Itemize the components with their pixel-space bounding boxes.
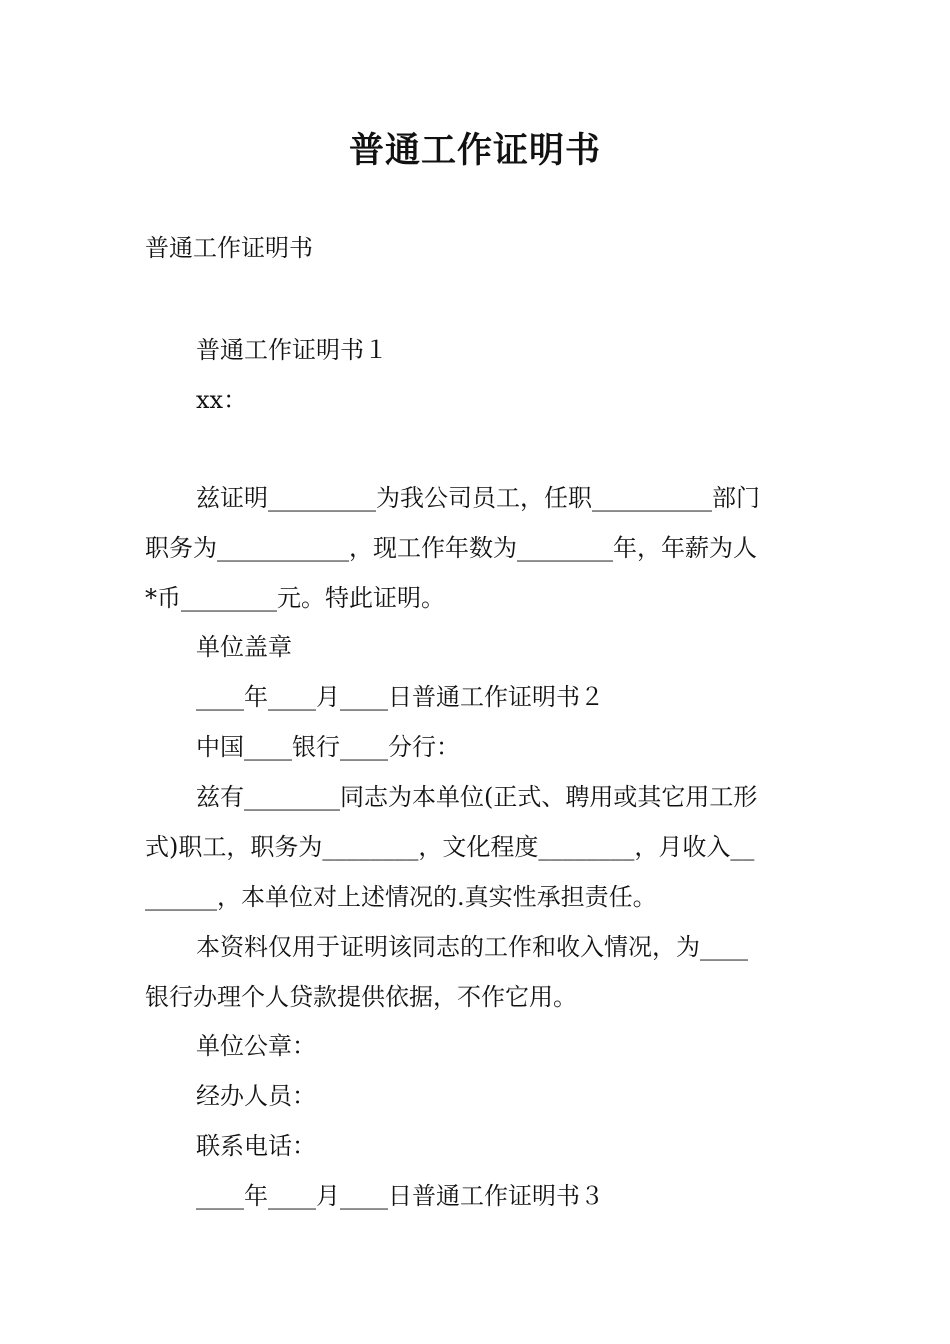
paragraph-line: 银行办理个人贷款提供依据，不作它用。 <box>145 983 577 1011</box>
paragraph-line: 本资料仅用于证明该同志的工作和收入情况，为____ <box>196 933 748 961</box>
official-seal-label: 单位公章： <box>196 1032 316 1060</box>
date-line: ____年____月____日普通工作证明书３ <box>196 1182 604 1210</box>
handler-label: 经办人员： <box>196 1082 316 1110</box>
date-line: ____年____月____日普通工作证明书２ <box>196 683 604 711</box>
paragraph-line: 兹证明_________为我公司员工，任职__________部门 <box>196 484 760 512</box>
salutation: xx： <box>196 386 248 414</box>
document-subtitle: 普通工作证明书 <box>145 234 313 262</box>
bank-address-line: 中国____银行____分行： <box>196 733 460 761</box>
paragraph-line: 职务为___________，现工作年数为________年，年薪为人 <box>145 534 757 562</box>
paragraph-line: *币________元。特此证明。 <box>145 584 445 612</box>
document-title: 普通工作证明书 <box>348 130 601 171</box>
paragraph-line: 兹有________同志为本单位(正式、聘用或其它用工形 <box>196 783 758 811</box>
phone-label: 联系电话： <box>196 1132 316 1160</box>
section-heading-1: 普通工作证明书１ <box>196 336 388 364</box>
paragraph-line: ______，本单位对上述情况的.真实性承担责任。 <box>145 883 657 911</box>
stamp-label: 单位盖章 <box>196 633 292 661</box>
paragraph-line: 式)职工，职务为________，文化程度________，月收入__ <box>145 833 755 861</box>
